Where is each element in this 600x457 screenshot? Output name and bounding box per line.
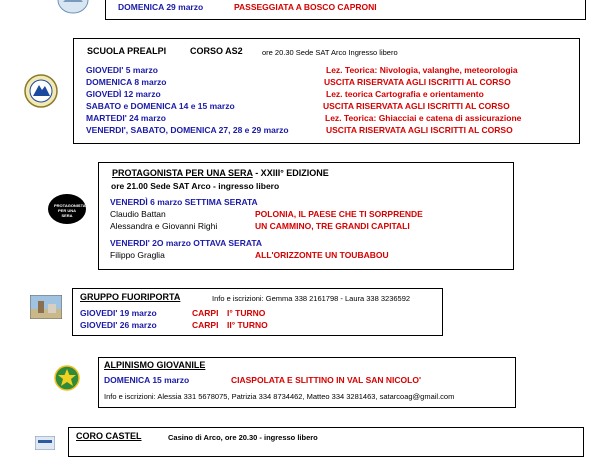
fuoriporta-place: CARPI (192, 308, 219, 318)
prealpi-course: CORSO AS2 (190, 46, 243, 56)
protagonista-title (112, 168, 329, 179)
speaker-name: Alessandra e Giovanni Righi (110, 221, 218, 231)
prealpi-activity: Lez. Teorica: Nivologia, valanghe, meteorologia (326, 65, 518, 75)
coro-info: Casino di Arco, ore 20.30 - ingresso libero (168, 433, 318, 442)
prealpi-title: SCUOLA PREALPI (87, 46, 167, 56)
fuoriporta-turn: I° TURNO (227, 308, 266, 318)
prealpi-date: DOMENICA 8 marzo (86, 77, 167, 87)
top-date: DOMENICA 29 marzo (118, 2, 204, 12)
prealpi-date: GIOVEDÌ 12 marzo (86, 89, 161, 99)
evening-date: VENERDÌ 6 marzo SETTIMA SERATA (110, 197, 258, 207)
alpinismo-date: DOMENICA 15 marzo (104, 375, 190, 385)
speaker-name: Filippo Graglia (110, 250, 165, 260)
prealpi-date: VENERDI', SABATO, DOMENICA 27, 28 e 29 marzo (86, 125, 289, 135)
talk-title: UN CAMMINO, TRE GRANDI CAPITALI (255, 221, 410, 231)
evening-date: VENERDI' 2O marzo OTTAVA SERATA (110, 238, 263, 248)
prealpi-activity: USCITA RISERVATA AGLI ISCRITTI AL CORSO (323, 101, 510, 111)
protagonista-logo-text: PROTAGONISTA PER UNA SERA (54, 203, 86, 218)
coro-title: CORO CASTEL (76, 431, 142, 441)
fuoriporta-place: CARPI (192, 320, 219, 330)
fuoriporta-info: Info e iscrizioni: Gemma 338 2161798 - Laura 338 3236592 (212, 294, 411, 303)
fuoriporta-date: GIOVEDI' 19 marzo (80, 308, 157, 318)
prealpi-date: SABATO e DOMENICA 14 e 15 marzo (86, 101, 235, 111)
alpinismo-logo (54, 365, 80, 391)
alpinismo-info: Info e iscrizioni: Alessia 331 5678075, Patrizia 334 8734462, Matteo 334 3281463, satarcoag@gmail.com (104, 392, 455, 401)
sat-logo-top (56, 0, 90, 16)
prealpi-info: ore 20.30 Sede SAT Arco Ingresso libero (262, 48, 398, 57)
alpinismo-activity: CIASPOLATA E SLITTINO IN VAL SAN NICOLO' (231, 375, 421, 385)
prealpi-date: GIOVEDI' 5 marzo (86, 65, 158, 75)
coro-castel-box (68, 427, 584, 457)
talk-title: POLONIA, IL PAESE CHE TI SORPRENDE (255, 209, 423, 219)
coro-logo (35, 436, 55, 450)
talk-title: ALL'ORIZZONTE UN TOUBABOU (255, 250, 389, 260)
top-activity: PASSEGGIATA A BOSCO CAPRONI (234, 2, 377, 12)
fuoriporta-title: GRUPPO FUORIPORTA (80, 292, 181, 302)
prealpi-activity: USCITA RISERVATA AGLI ISCRITTI AL CORSO (326, 125, 513, 135)
protagonista-logo (47, 193, 87, 225)
protagonista-title-text: PROTAGONISTA PER UNA SERA (112, 168, 253, 178)
prealpi-activity: Lez. Teorica: Ghiacciai e catena di assicurazione (325, 113, 522, 123)
prealpi-activity: Lez. teorica Cartografia e orientamento (326, 89, 484, 99)
protagonista-edition: - XXIII° EDIZIONE (252, 168, 329, 178)
protagonista-info-text: ore 21.00 Sede SAT Arco - ingresso libero (111, 181, 280, 191)
fuoriporta-turn: II° TURNO (227, 320, 268, 330)
speaker-name: Claudio Battan (110, 209, 166, 219)
protagonista-info (111, 181, 279, 192)
alpinismo-title: ALPINISMO GIOVANILE (104, 360, 206, 370)
fuoriporta-date: GIOVEDI' 26 marzo (80, 320, 157, 330)
scuola-prealpi-logo (24, 74, 58, 108)
prealpi-activity: USCITA RISERVATA AGLI ISCRITTI AL CORSO (324, 77, 511, 87)
fuoriporta-photo (30, 295, 62, 319)
prealpi-date: MARTEDI' 24 marzo (86, 113, 166, 123)
